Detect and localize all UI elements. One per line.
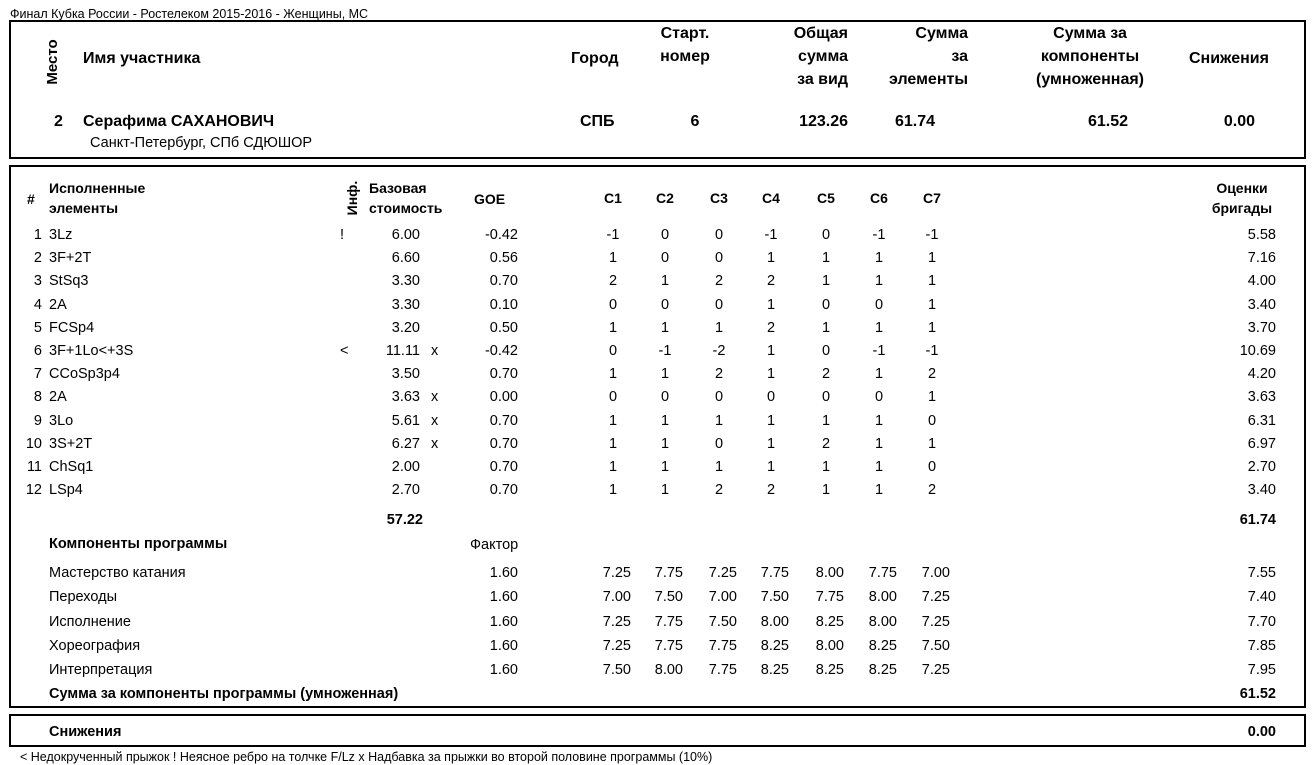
event-title: Финал Кубка России - Ростелеком 2015-2016 - Женщины, МС xyxy=(10,7,369,21)
footnote: < Недокрученный прыжок ! Неясное ребро на толчке F/Lz x Надбавка за прыжки во второй половине программы (10%) xyxy=(20,750,713,764)
element-judge-score: 0 xyxy=(608,389,618,406)
element-judge-score: 0 xyxy=(821,296,831,313)
element-judge-score: 1 xyxy=(608,250,618,267)
element-judge-score: 0 xyxy=(660,296,670,313)
skater-total-score: 123.26 xyxy=(799,113,848,130)
component-judge-score: 7.25 xyxy=(921,662,950,679)
element-judge-score: 1 xyxy=(874,366,884,383)
element-judge-score: 1 xyxy=(660,273,670,290)
element-judge-score: 0 xyxy=(660,250,670,267)
info-header: Инф. xyxy=(344,180,360,216)
skater-deductions: 0.00 xyxy=(1223,113,1255,130)
judge-header: C1 xyxy=(604,190,622,206)
element-code: LSp4 xyxy=(49,482,83,499)
components-sum-label: Сумма за компоненты программы (умноженная) xyxy=(49,686,399,702)
element-judge-score: 2 xyxy=(766,273,776,290)
element-judge-score: 1 xyxy=(660,366,670,383)
element-number: 5 xyxy=(33,319,42,336)
element-goe: 0.70 xyxy=(489,435,518,452)
component-judge-score: 7.00 xyxy=(708,589,737,606)
base-value-header: Базовая стоимость xyxy=(369,180,443,216)
element-goe: -0.42 xyxy=(484,343,518,359)
element-judge-score: 0 xyxy=(874,296,884,313)
element-number: 6 xyxy=(33,343,42,359)
element-judge-score: 1 xyxy=(714,459,724,475)
element-judge-score: 1 xyxy=(927,319,937,336)
element-judge-score: 0 xyxy=(660,227,670,243)
component-judge-score: 7.50 xyxy=(921,637,950,654)
element-goe: 0.50 xyxy=(489,319,518,336)
element-number: 1 xyxy=(33,227,42,243)
component-factor: 1.60 xyxy=(489,613,518,630)
element-judge-score: 2 xyxy=(821,435,831,452)
component-judge-score: 7.50 xyxy=(654,589,683,606)
element-goe: 0.70 xyxy=(489,273,518,290)
component-factor: 1.60 xyxy=(489,589,518,606)
element-code: 2A xyxy=(49,389,67,406)
element-panel-score: 10.69 xyxy=(1239,343,1276,359)
place-header: Место xyxy=(44,39,61,85)
elements-total: 61.74 xyxy=(1239,512,1276,528)
component-judge-score: 7.75 xyxy=(654,565,683,581)
element-judge-score: -1 xyxy=(872,343,886,359)
element-judge-score: 1 xyxy=(821,319,831,336)
component-name: Переходы xyxy=(49,589,118,606)
element-base-value: 6.60 xyxy=(391,250,420,267)
element-judge-score: 1 xyxy=(874,412,884,429)
component-judge-score: 7.75 xyxy=(760,565,789,581)
element-goe: 0.00 xyxy=(489,389,518,406)
element-judge-score: 1 xyxy=(660,319,670,336)
component-name: Интерпретация xyxy=(49,662,153,679)
element-number: 3 xyxy=(33,273,42,290)
element-judge-score: 1 xyxy=(660,435,670,452)
element-judge-score: 1 xyxy=(608,482,618,499)
element-judge-score: 0 xyxy=(927,412,937,429)
element-judge-score: 0 xyxy=(714,250,724,267)
elements-score-header: Сумма за элементы xyxy=(889,25,968,88)
element-goe: 0.70 xyxy=(489,366,518,383)
element-judge-score: 1 xyxy=(714,412,724,429)
component-judge-score: 8.25 xyxy=(815,662,844,679)
component-factor: 1.60 xyxy=(489,662,518,679)
element-panel-score: 6.97 xyxy=(1247,435,1276,452)
element-judge-score: 1 xyxy=(821,273,831,290)
component-judge-score: 8.00 xyxy=(868,589,897,606)
element-panel-score: 4.20 xyxy=(1247,366,1276,383)
element-judge-score: 1 xyxy=(874,250,884,267)
element-info: < xyxy=(340,343,349,359)
element-panel-score: 2.70 xyxy=(1247,459,1276,475)
component-judge-score: 7.00 xyxy=(921,565,950,581)
component-panel-score: 7.70 xyxy=(1247,613,1276,630)
element-base-value: 5.61 xyxy=(391,412,420,429)
element-code: 3S+2T xyxy=(49,435,93,452)
component-judge-score: 7.75 xyxy=(815,589,844,606)
element-goe: 0.10 xyxy=(489,296,518,313)
element-bonus-mark: x xyxy=(431,389,439,406)
start-number-header: Старт. номер xyxy=(660,25,710,65)
element-judge-score: 1 xyxy=(766,435,776,452)
element-base-value: 3.50 xyxy=(391,366,420,383)
element-judge-score: 1 xyxy=(608,366,618,383)
num-header: # xyxy=(27,191,35,207)
element-judge-score: -1 xyxy=(606,227,620,243)
component-judge-score: 7.25 xyxy=(602,565,631,581)
element-judge-score: 2 xyxy=(927,366,937,383)
component-name: Исполнение xyxy=(49,613,131,630)
element-judge-score: 1 xyxy=(766,343,776,359)
element-judge-score: 1 xyxy=(927,296,937,313)
element-judge-score: 2 xyxy=(714,366,724,383)
element-judge-score: 1 xyxy=(821,412,831,429)
element-judge-score: 1 xyxy=(608,459,618,475)
element-code: 3Lo xyxy=(49,412,74,429)
element-judge-score: -2 xyxy=(712,343,726,359)
element-judge-score: 1 xyxy=(821,459,831,475)
element-base-value: 11.11 xyxy=(385,343,420,359)
element-judge-score: 0 xyxy=(821,389,831,406)
element-judge-score: 0 xyxy=(821,343,831,359)
components-title: Компоненты программы xyxy=(49,536,228,552)
element-code: ChSq1 xyxy=(49,459,94,475)
component-judge-score: 8.25 xyxy=(868,662,897,679)
judge-header: C7 xyxy=(923,190,941,206)
city-header: Город xyxy=(571,50,619,67)
component-judge-score: 7.75 xyxy=(708,637,737,654)
component-judge-score: 8.00 xyxy=(868,613,897,630)
component-judge-score: 7.75 xyxy=(654,613,683,630)
judge-header: C2 xyxy=(656,190,674,206)
element-base-value: 2.00 xyxy=(391,459,420,475)
element-base-value: 3.30 xyxy=(391,273,420,290)
skater-elements-score: 61.74 xyxy=(894,113,935,130)
element-code: 2A xyxy=(49,296,67,313)
component-judge-score: 7.75 xyxy=(868,565,897,581)
element-number: 9 xyxy=(33,412,42,429)
element-goe: 0.56 xyxy=(489,250,518,267)
deductions-label: Снижения xyxy=(49,724,122,740)
component-factor: 1.60 xyxy=(489,637,518,654)
element-judge-score: 1 xyxy=(766,366,776,383)
element-panel-score: 3.40 xyxy=(1247,296,1276,313)
element-judge-score: 1 xyxy=(766,250,776,267)
skater-city: СПБ xyxy=(580,113,615,130)
element-judge-score: 1 xyxy=(608,412,618,429)
element-judge-score: 1 xyxy=(874,459,884,475)
judge-header: C6 xyxy=(870,190,888,206)
judge-header: C3 xyxy=(710,190,728,206)
element-code: CCoSp3p4 xyxy=(49,366,120,383)
element-judge-score: 0 xyxy=(714,296,724,313)
deductions-box xyxy=(9,714,1306,747)
component-judge-score: 7.50 xyxy=(708,613,737,630)
element-judge-score: 1 xyxy=(766,296,776,313)
judge-header: C5 xyxy=(817,190,835,206)
element-panel-score: 3.63 xyxy=(1247,389,1276,406)
component-judge-score: 7.25 xyxy=(921,589,950,606)
element-info: ! xyxy=(340,227,345,243)
element-code: FCSp4 xyxy=(49,319,95,336)
element-judge-score: 0 xyxy=(766,389,776,406)
element-judge-score: 1 xyxy=(927,273,937,290)
element-judge-score: 2 xyxy=(766,482,776,499)
element-goe: 0.70 xyxy=(489,459,518,475)
element-judge-score: 0 xyxy=(714,227,724,243)
element-judge-score: 1 xyxy=(608,319,618,336)
element-judge-score: 2 xyxy=(714,482,724,499)
element-panel-score: 5.58 xyxy=(1247,227,1276,243)
name-header: Имя участника xyxy=(83,50,201,67)
goe-header: GOE xyxy=(474,191,506,207)
element-base-value: 2.70 xyxy=(391,482,420,499)
component-judge-score: 7.00 xyxy=(602,589,631,606)
base-value-total: 57.22 xyxy=(386,512,423,528)
element-goe: 0.70 xyxy=(489,412,518,429)
element-judge-score: 0 xyxy=(608,296,618,313)
element-judge-score: -1 xyxy=(658,343,672,359)
element-judge-score: 0 xyxy=(714,389,724,406)
element-judge-score: 1 xyxy=(660,459,670,475)
element-judge-score: 1 xyxy=(927,389,937,406)
factor-header: Фактор xyxy=(470,537,519,553)
skater-club: Санкт-Петербург, СПб СДЮШОР xyxy=(90,135,313,151)
element-judge-score: 1 xyxy=(660,482,670,499)
component-judge-score: 8.25 xyxy=(760,662,789,679)
components-sum-value: 61.52 xyxy=(1239,686,1276,702)
element-code: StSq3 xyxy=(49,273,89,290)
element-judge-score: 2 xyxy=(927,482,937,499)
element-judge-score: 2 xyxy=(714,273,724,290)
component-judge-score: 7.25 xyxy=(602,637,631,654)
element-bonus-mark: x xyxy=(431,412,439,429)
deductions-value: 0.00 xyxy=(1247,724,1276,740)
element-judge-score: 0 xyxy=(874,389,884,406)
deductions-header: Снижения xyxy=(1189,50,1269,67)
element-base-value: 3.63 xyxy=(391,389,420,406)
element-judge-score: 1 xyxy=(660,412,670,429)
element-judge-score: 0 xyxy=(608,343,618,359)
element-judge-score: 2 xyxy=(608,273,618,290)
component-panel-score: 7.95 xyxy=(1247,662,1276,679)
component-judge-score: 7.25 xyxy=(602,613,631,630)
element-number: 8 xyxy=(33,389,42,406)
element-code: 3F+1Lo<+3S xyxy=(49,343,134,359)
component-judge-score: 8.00 xyxy=(815,637,844,654)
component-judge-score: 8.25 xyxy=(815,613,844,630)
component-judge-score: 8.25 xyxy=(760,637,789,654)
element-panel-score: 4.00 xyxy=(1247,273,1276,290)
element-judge-score: 1 xyxy=(821,250,831,267)
element-judge-score: 1 xyxy=(927,250,937,267)
element-goe: 0.70 xyxy=(489,482,518,499)
element-judge-score: 0 xyxy=(821,227,831,243)
component-judge-score: 7.25 xyxy=(921,613,950,630)
panel-score-header: Оценки бригады xyxy=(1211,180,1273,216)
element-judge-score: 1 xyxy=(821,482,831,499)
skater-start-number: 6 xyxy=(690,113,700,130)
element-judge-score: 1 xyxy=(608,435,618,452)
element-judge-score: 1 xyxy=(874,435,884,452)
component-name: Мастерство катания xyxy=(49,565,186,581)
element-judge-score: -1 xyxy=(925,343,939,359)
components-score-header: Сумма за компоненты (умноженная) xyxy=(1036,25,1144,88)
element-judge-score: 2 xyxy=(821,366,831,383)
component-panel-score: 7.85 xyxy=(1247,637,1276,654)
element-bonus-mark: x xyxy=(431,435,439,452)
element-panel-score: 3.40 xyxy=(1247,482,1276,499)
component-judge-score: 7.75 xyxy=(654,637,683,654)
element-judge-score: 1 xyxy=(927,435,937,452)
element-number: 4 xyxy=(33,296,42,313)
element-code: 3F+2T xyxy=(49,250,92,267)
element-number: 10 xyxy=(25,435,42,452)
component-judge-score: 7.50 xyxy=(602,662,631,679)
element-judge-score: 2 xyxy=(766,319,776,336)
component-judge-score: 8.00 xyxy=(760,613,789,630)
executed-elements-header: Исполненные элементы xyxy=(49,180,146,216)
component-name: Хореография xyxy=(49,637,141,654)
component-panel-score: 7.40 xyxy=(1247,589,1276,606)
total-score-header: Общая сумма за вид xyxy=(793,25,848,88)
element-judge-score: -1 xyxy=(925,227,939,243)
element-judge-score: 0 xyxy=(714,435,724,452)
element-goe: -0.42 xyxy=(484,227,518,243)
element-judge-score: 1 xyxy=(714,319,724,336)
component-judge-score: 8.25 xyxy=(868,637,897,654)
skater-place: 2 xyxy=(54,113,63,130)
component-judge-score: 7.25 xyxy=(708,565,737,581)
element-judge-score: 0 xyxy=(660,389,670,406)
component-factor: 1.60 xyxy=(489,565,518,581)
element-base-value: 3.20 xyxy=(391,319,420,336)
component-panel-score: 7.55 xyxy=(1247,565,1276,581)
component-judge-score: 7.75 xyxy=(708,662,737,679)
element-panel-score: 3.70 xyxy=(1247,319,1276,336)
skater-name: Серафима САХАНОВИЧ xyxy=(83,113,275,130)
element-number: 12 xyxy=(25,482,42,499)
element-judge-score: 1 xyxy=(874,482,884,499)
element-judge-score: 1 xyxy=(766,412,776,429)
element-judge-score: -1 xyxy=(872,227,886,243)
element-judge-score: 0 xyxy=(927,459,937,475)
element-number: 7 xyxy=(33,366,42,383)
element-judge-score: 1 xyxy=(874,273,884,290)
component-judge-score: 7.50 xyxy=(760,589,789,606)
element-base-value: 6.00 xyxy=(391,227,420,243)
skater-components-score: 61.52 xyxy=(1087,113,1128,130)
element-panel-score: 6.31 xyxy=(1247,412,1276,429)
component-judge-score: 8.00 xyxy=(815,565,844,581)
element-base-value: 6.27 xyxy=(391,435,420,452)
element-judge-score: 1 xyxy=(874,319,884,336)
element-number: 2 xyxy=(33,250,42,267)
element-bonus-mark: x xyxy=(431,343,439,359)
element-code: 3Lz xyxy=(49,227,73,243)
element-panel-score: 7.16 xyxy=(1247,250,1276,267)
judge-header: C4 xyxy=(762,190,780,206)
component-judge-score: 8.00 xyxy=(654,662,683,679)
element-number: 11 xyxy=(26,459,42,475)
element-base-value: 3.30 xyxy=(391,296,420,313)
element-judge-score: -1 xyxy=(764,227,778,243)
element-judge-score: 1 xyxy=(766,459,776,475)
